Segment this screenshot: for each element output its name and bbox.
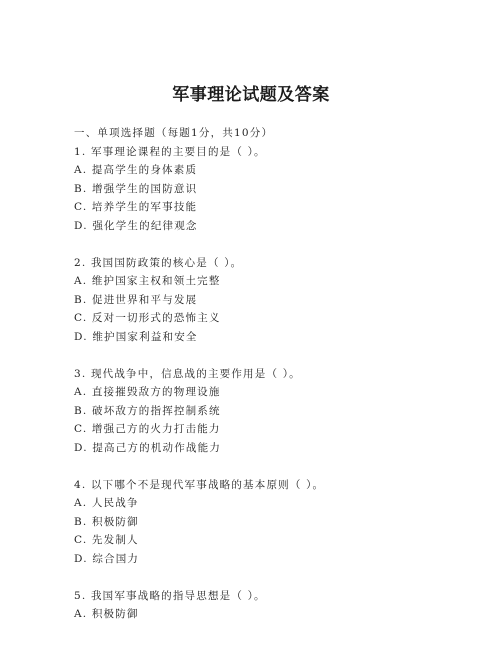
document-title: 军事理论试题及答案 <box>172 85 330 105</box>
spacer <box>74 457 454 476</box>
option-a: A. 提高学生的身体素质 <box>74 164 198 176</box>
question-2 <box>74 254 454 347</box>
question-stem: 5. 我国军事战略的指导思想是（ ）。 <box>74 589 266 602</box>
option-a: A. 直接摧毁敌方的物理设施 <box>74 386 221 398</box>
option-c: C. 先发制人 <box>74 534 139 546</box>
question-4 <box>74 476 454 569</box>
question-stem: 2. 我国国防政策的核心是（ ）。 <box>74 256 243 269</box>
section-heading: 一、单项选择题（每题1分，共10分） <box>74 127 274 139</box>
question-3 <box>74 365 454 458</box>
option-d: D. 强化学生的纪律观念 <box>74 219 198 232</box>
option-d: D. 提高己方的机动作战能力 <box>74 441 222 454</box>
option-c: C. 培养学生的军事技能 <box>74 201 198 213</box>
option-d: D. 维护国家利益和安全 <box>74 330 198 343</box>
option-a: A. 人民战争 <box>74 497 139 509</box>
option-c: C. 反对一切形式的恐怖主义 <box>74 312 221 324</box>
question-stem: 3. 现代战争中，信息战的主要作用是（ ）。 <box>74 367 301 380</box>
option-b: B. 促进世界和平与发展 <box>74 293 198 306</box>
option-a: A. 积极防御 <box>74 608 139 620</box>
option-b: B. 增强学生的国防意识 <box>74 182 198 195</box>
option-a: A. 维护国家主权和领土完整 <box>74 275 221 287</box>
question-5 <box>74 587 454 624</box>
spacer <box>74 235 454 254</box>
spacer <box>74 568 454 587</box>
question-stem: 1. 军事理论课程的主要目的是（ ）。 <box>74 145 266 158</box>
question-stem: 4. 以下哪个不是现代军事战略的基本原则（ ）。 <box>74 478 325 491</box>
document-body <box>74 124 454 624</box>
option-b: B. 积极防御 <box>74 515 139 528</box>
option-b: B. 破坏敌方的指挥控制系统 <box>74 404 221 417</box>
option-c: C. 增强己方的火力打击能力 <box>74 423 221 435</box>
question-1 <box>74 143 454 236</box>
spacer <box>74 346 454 365</box>
option-d: D. 综合国力 <box>74 552 140 565</box>
